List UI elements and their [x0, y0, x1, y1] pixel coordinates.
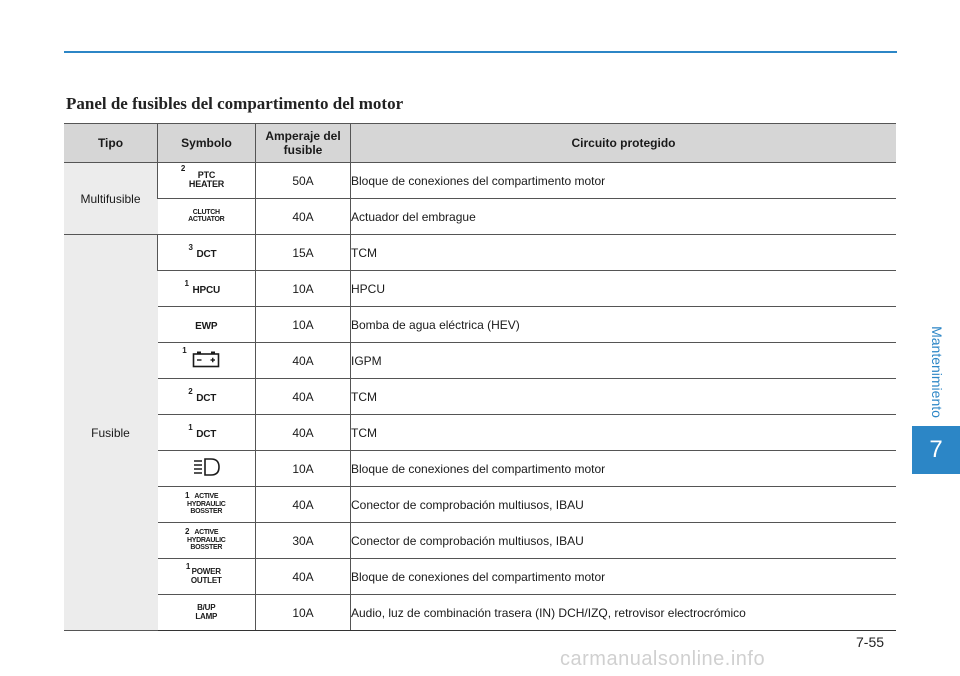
symbol-icon-wrap [182, 346, 220, 371]
table-row [64, 487, 896, 523]
page-title: Panel de fusibles del compartimento del motor [66, 94, 404, 113]
battery-icon [192, 350, 220, 368]
fuse-circuit: TCM [351, 235, 897, 271]
fuse-symbol [158, 307, 256, 343]
symbol-label: 1 ACTIVE HYDRAULIC BOSSTER [184, 491, 226, 515]
symbol-label: CLUTCH ACTUATOR [188, 208, 225, 224]
symbol-label: 2 PTC HEATER [180, 164, 225, 189]
symbol-index: 1 [188, 422, 193, 432]
fuse-symbol [158, 523, 256, 559]
symbol-index: 2 [188, 386, 193, 396]
fuse-circuit: Audio, luz de combinación trasera (IN) DCH/IZQ, retrovisor electrocrómico [351, 595, 897, 631]
group-fusible: Fusible [64, 235, 158, 631]
fuse-circuit: Bloque de conexiones del compartimento motor [351, 559, 897, 595]
fuse-amperage: 40A [256, 343, 351, 379]
table-row [64, 451, 896, 487]
table-row [64, 271, 896, 307]
fuse-symbol [158, 199, 256, 235]
table-row [64, 523, 896, 559]
table-row [64, 235, 896, 271]
symbol-label: B/UP LAMP [195, 603, 218, 621]
page-number: 7-55 [856, 634, 885, 650]
fuse-amperage: 40A [256, 199, 351, 235]
symbol-label: 2 ACTIVE HYDRAULIC BOSSTER [184, 527, 226, 551]
symbol-label: 2 DCT [188, 386, 217, 404]
fuse-amperage: 30A [256, 523, 351, 559]
symbol-index: 2 [180, 164, 186, 173]
fuse-symbol [158, 163, 256, 199]
symbol-label: 3 DCT [188, 242, 217, 260]
symbol-index: 2 [184, 527, 190, 536]
header-circuito: Circuito protegido [351, 124, 897, 163]
fuse-amperage: 40A [256, 415, 351, 451]
fuse-amperage: 10A [256, 451, 351, 487]
fuse-circuit: TCM [351, 379, 897, 415]
symbol-label: 1 POWER OUTLET [185, 562, 222, 585]
chapter-label: Mantenimiento [928, 326, 945, 418]
symbol-index: 1 [182, 346, 187, 355]
fuse-symbol [158, 271, 256, 307]
chapter-side-tab [913, 320, 960, 424]
table-row [64, 199, 896, 235]
fuse-amperage: 50A [256, 163, 351, 199]
fuse-amperage: 40A [256, 487, 351, 523]
fuse-amperage: 10A [256, 307, 351, 343]
fuse-amperage: 40A [256, 379, 351, 415]
fuse-circuit: Bloque de conexiones del compartimento motor [351, 451, 897, 487]
fuse-symbol [158, 415, 256, 451]
fuse-symbol [158, 343, 256, 379]
table-row [64, 415, 896, 451]
fuse-amperage: 40A [256, 559, 351, 595]
fuse-circuit: TCM [351, 415, 897, 451]
header-simbolo: Symbolo [158, 124, 256, 163]
fuse-circuit: Actuador del embrague [351, 199, 897, 235]
chapter-number: 7 [912, 426, 960, 474]
fuse-circuit: Bomba de agua eléctrica (HEV) [351, 307, 897, 343]
symbol-index: 1 [185, 562, 191, 571]
fuse-circuit: Bloque de conexiones del compartimento motor [351, 163, 897, 199]
fuse-symbol [158, 451, 256, 487]
watermark: carmanualsonline.info [560, 648, 766, 670]
symbol-index: 1 [184, 278, 189, 288]
table-row [64, 559, 896, 595]
table-row [64, 307, 896, 343]
symbol-label: 1 DCT [188, 422, 217, 440]
table-header-row [64, 124, 896, 163]
header-tipo: Tipo [64, 124, 158, 163]
symbol-index: 3 [188, 242, 193, 252]
fuse-circuit: Conector de comprobación multiusos, IBAU [351, 523, 897, 559]
header-amperaje [256, 124, 351, 163]
fuse-symbol [158, 379, 256, 415]
fuse-circuit: Conector de comprobación multiusos, IBAU [351, 487, 897, 523]
header-amperaje-line2: fusible [283, 143, 323, 157]
fuse-table [64, 123, 896, 631]
table-row [64, 379, 896, 415]
table-row [64, 163, 896, 199]
symbol-label: EWP [195, 320, 218, 332]
top-rule [64, 51, 897, 53]
fuse-symbol [158, 559, 256, 595]
fuse-symbol [158, 595, 256, 631]
header-amperaje-line1: Amperaje del [265, 129, 341, 143]
table-row [64, 343, 896, 379]
fuse-amperage: 10A [256, 271, 351, 307]
headlamp-icon [190, 456, 222, 478]
table-row [64, 595, 896, 631]
group-multifusible: Multifusible [64, 163, 158, 235]
fuse-amperage: 10A [256, 595, 351, 631]
symbol-index: 1 [184, 491, 190, 500]
fuse-circuit: HPCU [351, 271, 897, 307]
symbol-label: 1 HPCU [184, 278, 221, 296]
fuse-symbol [158, 235, 256, 271]
fuse-symbol [158, 487, 256, 523]
fuse-circuit: IGPM [351, 343, 897, 379]
fuse-amperage: 15A [256, 235, 351, 271]
